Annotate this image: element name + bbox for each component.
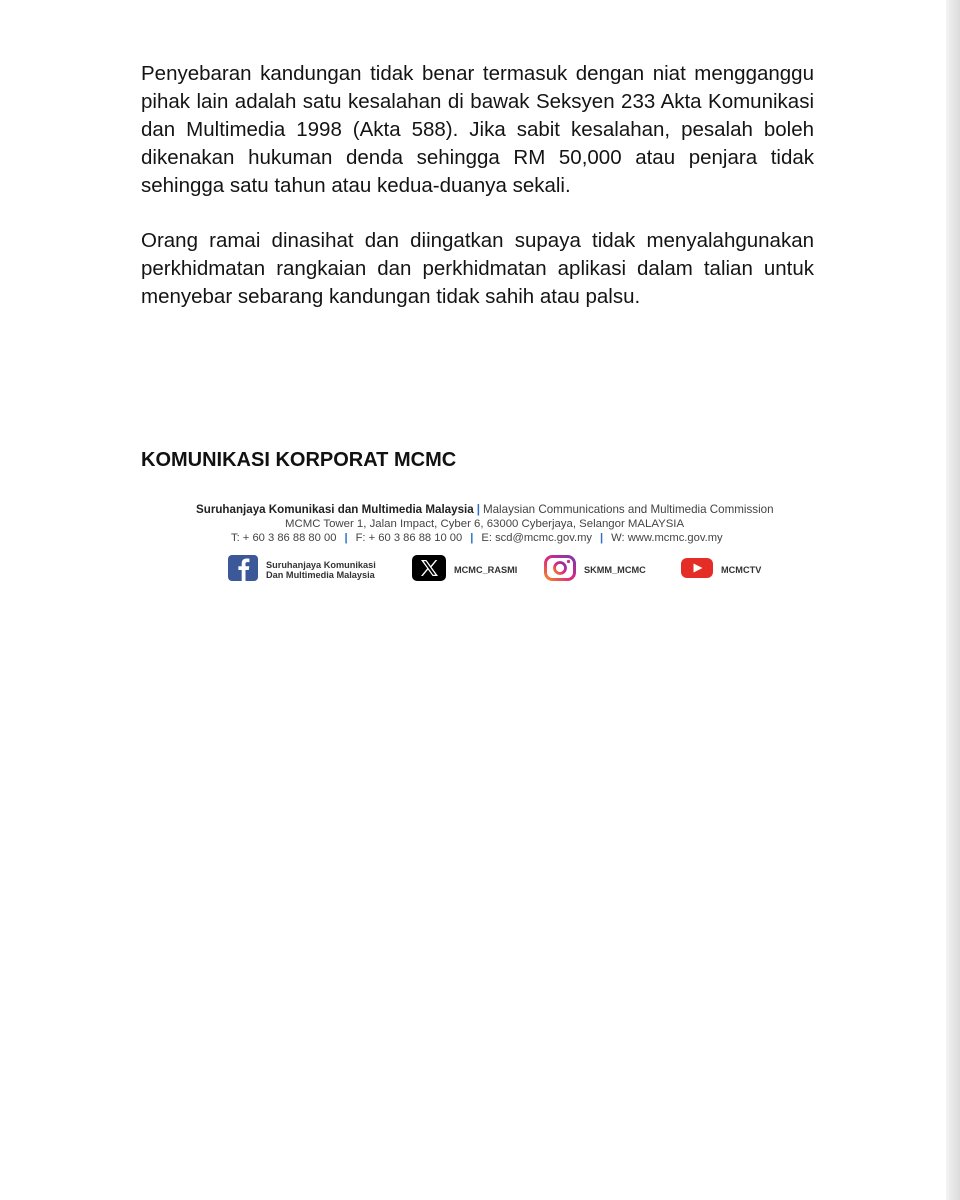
facebook-label-line2: Dan Multimedia Malaysia [266,570,375,580]
social-media-row [228,556,788,584]
youtube-label: MCMCTV [721,565,762,575]
footer-separator: | [344,532,348,544]
instagram-icon [544,555,576,586]
facebook-label-line1: Suruhanjaya Komunikasi [266,560,376,570]
social-facebook[interactable] [228,556,376,584]
footer-website[interactable]: W: www.mcmc.gov.my [611,532,723,544]
instagram-label: SKMM_MCMC [584,565,646,575]
footer-phone: T: + 60 3 86 88 80 00 [231,532,337,544]
x-label: MCMC_RASMI [454,565,518,575]
signature-heading: KOMUNIKASI KORPORAT MCMC [141,449,457,471]
footer-address: MCMC Tower 1, Jalan Impact, Cyber 6, 63000 Cyberjaya, Selangor MALAYSIA [285,518,685,530]
footer-separator: | [476,503,480,516]
org-name-malay: Suruhanjaya Komunikasi dan Multimedia Malaysia [196,503,474,516]
page-edge-shadow [946,0,960,1200]
org-name-english: Malaysian Communications and Multimedia Commission [482,503,774,516]
footer-org-line [196,503,816,517]
footer-email[interactable]: E: scd@mcmc.gov.my [481,532,593,544]
social-youtube[interactable] [681,556,761,584]
facebook-label [266,560,376,580]
facebook-icon [228,555,258,586]
x-icon [412,555,446,586]
youtube-icon [681,556,713,585]
footer-separator: | [600,532,604,544]
footer-separator: | [470,532,474,544]
footer-fax: F: + 60 3 86 88 10 00 [355,532,463,544]
letterhead-footer [196,503,816,545]
body-paragraph-2: Orang ramai dinasihat dan diingatkan supaya tidak menyalahgunakan perkhidmatan rangkaian dan perkhidmatan aplikasi dalam talian untuk menyebar sebarang kandungan tidak sahih atau palsu. [141,229,814,308]
social-x[interactable] [412,556,517,584]
social-instagram[interactable] [544,556,646,584]
body-paragraph-1: Penyebaran kandungan tidak benar termasuk dengan niat mengganggu pihak lain adalah satu kesalahan di bawak Seksyen 233 Akta Komunikasi dan Multimedia 1998 (Akta 588). Jika sabit kesalahan, pesalah boleh dikenakan hukuman denda sehingga RM 50,000 atau penjara tidak sehingga satu tahun atau kedua-duanya sekali. [141,62,814,197]
footer-contact-line [231,531,816,545]
